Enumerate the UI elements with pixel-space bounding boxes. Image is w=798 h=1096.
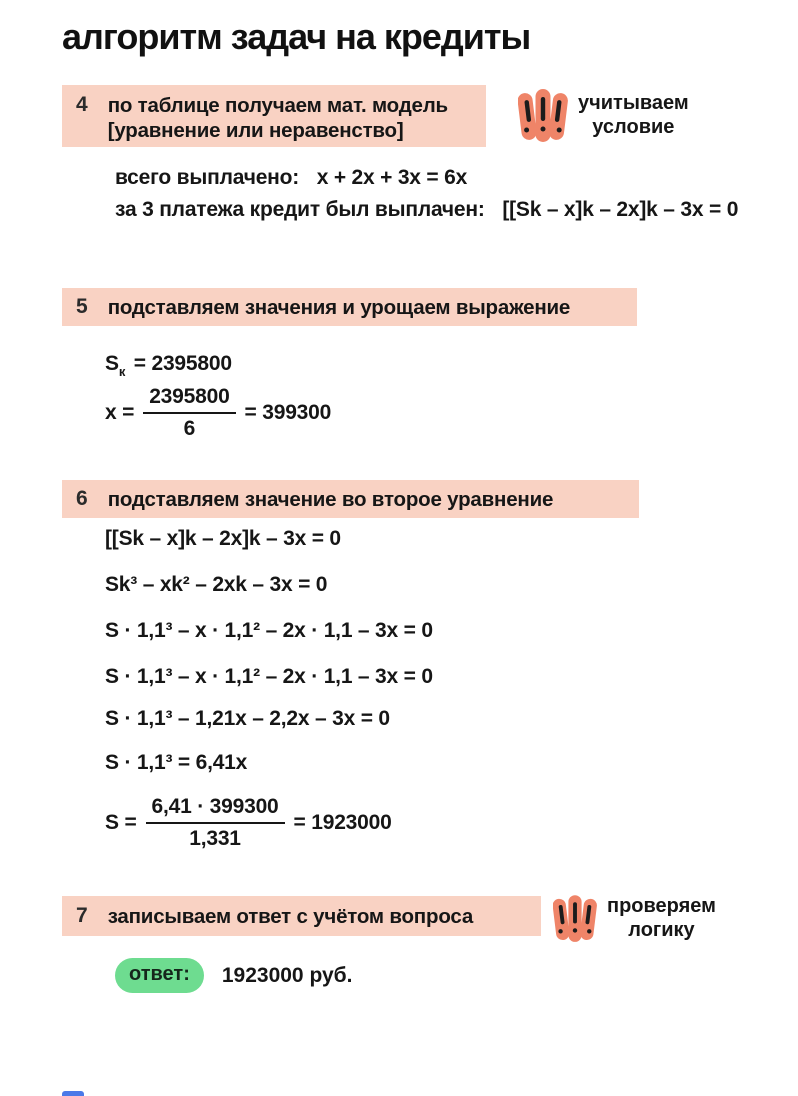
page-title: алгоритм задач на кредиты xyxy=(62,16,531,57)
step4-math-line-2 xyxy=(115,198,738,222)
step4-heading-line1: по таблице получаем мат. модель xyxy=(107,94,448,117)
step7-note-line1: проверяем xyxy=(607,895,716,918)
x-frac-denominator: 6 xyxy=(183,417,196,440)
step4-note-line2: условие xyxy=(592,116,675,138)
equation-line: S · 1,1³ = 6,41x xyxy=(105,751,248,774)
step7-number: 7 xyxy=(76,904,88,927)
equation-line: Sk³ – xk² – 2xk – 3x = 0 xyxy=(105,573,328,596)
step7-header xyxy=(62,896,541,936)
sk-value-line xyxy=(105,352,232,379)
step4-heading-line2: [уравнение или неравенство] xyxy=(107,119,404,142)
step4-header xyxy=(62,85,486,147)
step7-note-line2: логику xyxy=(628,919,695,941)
step4-note xyxy=(518,86,689,146)
step6-number: 6 xyxy=(76,487,88,510)
answer-row xyxy=(115,958,352,993)
step4-line2-formula: [[Sk – x]k – 2x]k – 3x = 0 xyxy=(502,198,739,221)
equation-line: S · 1,1³ – x · 1,1² – 2x · 1,1 – 3x = 0 xyxy=(105,665,433,688)
equation-line: S · 1,1³ – x · 1,1² – 2x · 1,1 – 3x = 0 xyxy=(105,619,433,642)
answer-value: 1923000 руб. xyxy=(221,963,353,987)
step4-line2-label: за 3 платежа кредит был выплачен: xyxy=(115,198,485,221)
step5-header xyxy=(62,288,637,326)
step5-number: 5 xyxy=(76,295,88,318)
equation-line: S · 1,1³ – 1,21x – 2,2x – 3x = 0 xyxy=(105,707,390,730)
s-fraction xyxy=(146,795,285,851)
s-fraction-line xyxy=(105,795,392,851)
x-fraction-line xyxy=(105,385,331,441)
triple-exclamation-icon xyxy=(553,888,597,950)
step4-line1-label: всего выплачено: xyxy=(115,166,300,189)
step4-line1-formula: x + 2x + 3x = 6x xyxy=(316,166,468,189)
step4-note-text xyxy=(578,92,689,139)
s-frac-lhs: S = xyxy=(105,811,137,834)
x-frac-lhs: x = xyxy=(105,401,135,424)
s-frac-rhs: = 1923000 xyxy=(293,811,392,834)
step4-math-line-1 xyxy=(115,166,467,190)
step5-heading: подставляем значения и урощаем выражение xyxy=(107,295,571,319)
step7-note-text xyxy=(607,895,716,942)
x-frac-rhs: = 399300 xyxy=(244,401,332,424)
step4-note-line1: учитываем xyxy=(578,92,689,115)
sk-base: S xyxy=(105,352,119,375)
x-frac-numerator: 2395800 xyxy=(143,385,235,414)
step6-heading: подставляем значение во второе уравнение xyxy=(107,487,554,511)
step7-note xyxy=(553,888,716,950)
sk-subscript: к xyxy=(118,364,126,379)
x-fraction xyxy=(143,385,235,441)
equation-line: [[Sk – x]k – 2x]k – 3x = 0 xyxy=(105,527,341,550)
step4-number: 4 xyxy=(76,93,88,116)
step6-header xyxy=(62,480,639,518)
sk-rest: = 2395800 xyxy=(133,352,232,375)
step4-heading xyxy=(108,93,448,143)
s-frac-denominator: 1,331 xyxy=(189,827,241,850)
step7-heading: записываем ответ с учётом вопроса xyxy=(107,904,474,928)
s-frac-numerator: 6,41 · 399300 xyxy=(146,795,285,824)
triple-exclamation-icon xyxy=(518,86,568,146)
answer-badge: ответ: xyxy=(115,958,204,993)
cutoff-blue-element xyxy=(62,1091,84,1096)
